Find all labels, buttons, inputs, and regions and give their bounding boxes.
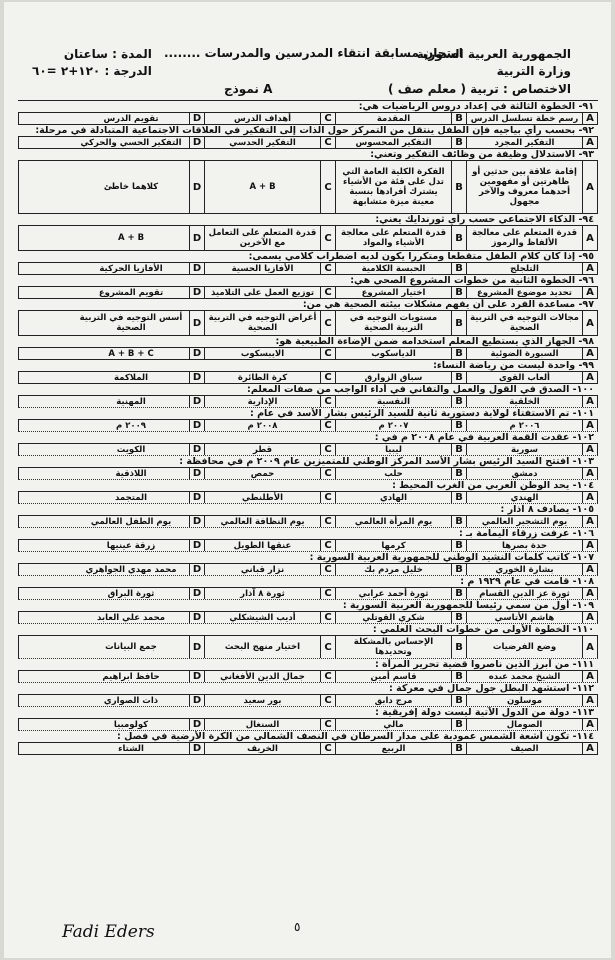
options-row xyxy=(18,491,598,503)
option-letter: A xyxy=(582,444,597,455)
option-letter: A xyxy=(582,743,597,754)
option-letter: C xyxy=(320,226,335,250)
option-text: التفكير الحسي والحركي xyxy=(80,137,182,148)
option-letter: A xyxy=(582,263,597,274)
option-text: A + B xyxy=(117,233,145,243)
option-letter: A xyxy=(582,226,597,250)
options-row xyxy=(18,136,598,148)
exam-title: امتحان مسابقة انتقاء المدرسين والمدرسات ........ xyxy=(164,46,463,60)
option-letter: C xyxy=(320,263,335,274)
option-letter: A xyxy=(582,540,597,551)
question-text: ١١٠- الخطوة الأولى من خطوات البحث العلمي : xyxy=(18,623,598,635)
option-text: سباق الزوارق xyxy=(335,372,451,383)
option-letter: A xyxy=(582,287,597,298)
option-letter: C xyxy=(320,287,335,298)
options-row xyxy=(18,467,598,479)
option-text: مجالات التوجيه في التربية الصحية xyxy=(466,311,582,335)
option-letter: B xyxy=(451,492,466,503)
option-text: ٢٠٠٧ م xyxy=(335,420,451,431)
country-name: الجمهورية العربية السورية xyxy=(416,47,571,61)
option-letter: A xyxy=(582,311,597,335)
option-text: حمص xyxy=(204,468,320,479)
option-letter: B xyxy=(451,311,466,335)
options-row xyxy=(18,160,598,213)
options-row xyxy=(18,310,598,335)
option-letter: B xyxy=(451,636,466,658)
option-letter: A xyxy=(582,420,597,431)
option-text: قدرة المتعلم على معالجة الألفاظ والرموز xyxy=(466,226,582,250)
option-text: الفكرة الكلية العامة التي تدل على فئة من الأشياء يشترك أفرادها بنسبة معينة ميزة متشابهة xyxy=(335,161,451,213)
option-letter: B xyxy=(451,516,466,527)
option-letter: B xyxy=(451,263,466,274)
option-text: المتجمد xyxy=(115,492,148,503)
option-text: يوم النظافة العالمي xyxy=(204,516,320,527)
option-text: دمشق xyxy=(466,468,582,479)
option-letter: D xyxy=(189,226,204,250)
question-text: ١١٢- استشهد البطل جول جمال في معركة : xyxy=(18,682,598,694)
option-letter: C xyxy=(320,743,335,754)
option-letter: D xyxy=(189,161,204,213)
options-row xyxy=(18,443,598,455)
option-letter: D xyxy=(189,263,204,274)
option-letter: C xyxy=(320,540,335,551)
option-letter: D xyxy=(189,396,204,407)
option-text: عنقها الطويل xyxy=(204,540,320,551)
options-row xyxy=(18,635,598,658)
option-text: يوم المرأة العالمي xyxy=(335,516,451,527)
option-text: كرمها xyxy=(335,540,451,551)
option-text: ٢٠٠٩ م xyxy=(116,420,146,431)
option-text: A + B + C xyxy=(108,348,154,359)
ministry-name: وزارة التربية xyxy=(496,64,571,78)
option-letter: C xyxy=(320,444,335,455)
option-letter: D xyxy=(189,348,204,359)
option-letter: B xyxy=(451,113,466,124)
option-letter: C xyxy=(320,396,335,407)
options-row xyxy=(18,539,598,551)
option-text: ثورة البراق xyxy=(107,588,155,599)
option-text: المهنية xyxy=(116,396,146,407)
signature: Fadi Eders xyxy=(62,922,155,942)
option-text: أهداف الدرس xyxy=(204,113,320,124)
option-letter: D xyxy=(189,540,204,551)
option-text: محمد مهدي الجواهري xyxy=(85,564,177,575)
option-text: ثورة ٨ آذار xyxy=(204,588,320,599)
option-letter: C xyxy=(320,588,335,599)
option-text: محمد علي العابد xyxy=(97,612,165,623)
option-text: زرقة عينيها xyxy=(106,540,156,551)
option-letter: A xyxy=(582,671,597,682)
option-text: جمع البيانات xyxy=(105,642,157,652)
option-text: تقويم المشروع xyxy=(98,287,164,298)
options-row xyxy=(18,371,598,383)
question-text: ١٠١- تم الاستفتاء لولاية دستورية ثانية للسيد الرئيس بشار الأسد في عام : xyxy=(18,407,598,419)
question-text: ٩١- الخطوة الثالثة في إعداد دروس الرياضيات هي: xyxy=(18,100,598,112)
options-row xyxy=(18,742,598,755)
option-letter: C xyxy=(320,695,335,706)
option-text: حدة بصرها xyxy=(466,540,582,551)
header-left xyxy=(32,46,152,80)
option-text: النفسية xyxy=(335,396,451,407)
option-text: التفكير المجرد xyxy=(466,137,582,148)
option-letter: C xyxy=(320,492,335,503)
exam-model: نموذج A xyxy=(224,82,273,96)
question-text: ١٠٩- أول من سمي رئيساً للجمهورية العربية السورية : xyxy=(18,599,598,611)
option-text: خليل مردم بك xyxy=(335,564,451,575)
option-letter: A xyxy=(582,113,597,124)
options-row xyxy=(18,347,598,359)
option-text: كلاهما خاطئ xyxy=(103,182,159,192)
option-letter: C xyxy=(320,311,335,335)
option-text: الصومال xyxy=(466,719,582,730)
option-text: ثورة عز الدين القسام xyxy=(466,588,582,599)
option-text: ليبيا xyxy=(335,444,451,455)
option-text: الملاكمة xyxy=(113,372,149,383)
option-letter: B xyxy=(451,671,466,682)
option-letter: A xyxy=(582,372,597,383)
option-letter: A xyxy=(582,161,597,213)
option-text: يوم الطفل العالمي xyxy=(90,516,172,527)
option-text: كرة الطائرة xyxy=(204,372,320,383)
option-text: قدرة المتعلم على معالجة الأشياء والمواد xyxy=(335,226,451,250)
option-text: الأطلنطي xyxy=(204,492,320,503)
question-text: ٩٨- الجهاز الذي يستطيع المعلم استخدامه ضمن الإضاءة الطبيعية هو: xyxy=(18,335,598,347)
option-text: الأفازيا الحسية xyxy=(204,263,320,274)
option-text: هاشم الأتاسي xyxy=(466,612,582,623)
option-letter: A xyxy=(582,588,597,599)
question-text: ١٠٠- الصدق في القول والعمل والتفاني في أداء الواجب من صفات المعلم: xyxy=(18,383,598,395)
option-letter: C xyxy=(320,420,335,431)
option-letter: A xyxy=(582,612,597,623)
option-letter: A xyxy=(582,348,597,359)
option-letter: C xyxy=(320,348,335,359)
option-text: توزيع العمل على التلاميذ xyxy=(204,287,320,298)
options-row xyxy=(18,515,598,527)
question-text: ١١٤- تكون أشعة الشمس عمودية على مدار السرطان في النصف الشمالي من الكرة الأرضية في فصل : xyxy=(18,730,598,742)
option-letter: D xyxy=(189,743,204,754)
option-letter: B xyxy=(451,348,466,359)
option-text: حافظ ابراهيم xyxy=(102,671,160,682)
option-letter: D xyxy=(189,719,204,730)
option-letter: A xyxy=(582,564,597,575)
option-letter: A xyxy=(582,636,597,658)
option-text: رسم خطة تسلسل الدرس xyxy=(466,113,582,124)
options-row xyxy=(18,611,598,623)
option-text: الخلقية xyxy=(466,396,582,407)
option-letter: D xyxy=(189,492,204,503)
question-text: ٩٦- الخطوة الثانية من خطوات المشروع الصحي هي: xyxy=(18,274,598,286)
question-text: ٩٤- الذكاء الاجتماعي حسب رأي ثورندايك يعني: xyxy=(18,213,598,225)
question-text: ١٠٢- عقدت القمة العربية في عام ٢٠٠٨ م في : xyxy=(18,431,598,443)
option-text: الأفازيا الحركية xyxy=(99,263,163,274)
option-text: تحديد موضوع المشروع xyxy=(466,287,582,298)
option-letter: D xyxy=(189,588,204,599)
option-letter: B xyxy=(451,695,466,706)
option-letter: A xyxy=(582,516,597,527)
option-letter: D xyxy=(189,468,204,479)
option-text: التلجلج xyxy=(466,263,582,274)
option-letter: A xyxy=(582,492,597,503)
option-text: يوم التشجير العالمي xyxy=(466,516,582,527)
option-letter: B xyxy=(451,588,466,599)
question-text: ١٠٨- قامت في عام ١٩٢٩ م : xyxy=(18,575,598,587)
option-letter: B xyxy=(451,540,466,551)
exam-grade: الدرجة : ١٢٠+٢ =٦٠ xyxy=(32,64,152,78)
option-letter: A xyxy=(582,396,597,407)
question-text: ٩٩- واحدة ليست من رياضة النساء: xyxy=(18,359,598,371)
question-text: ٩٥- إذا كان كلام الطفل متقطعا ومتكررا يكون لديه اضطراب كلامي يسمى: xyxy=(18,250,598,262)
option-letter: B xyxy=(451,161,466,213)
option-text: اختيار المشروع xyxy=(335,287,451,298)
option-text: الشيخ محمد عبده xyxy=(466,671,582,682)
option-letter: D xyxy=(189,444,204,455)
question-text: ٩٣- الاستدلال وظيفة من وظائف التفكير وتعني: xyxy=(18,148,598,160)
option-text: الهندي xyxy=(466,492,582,503)
options-row xyxy=(18,419,598,431)
option-text: الهادي xyxy=(335,492,451,503)
option-text: مرج دابق xyxy=(335,695,451,706)
option-text: كولومبيا xyxy=(113,719,149,730)
options-row xyxy=(18,694,598,706)
option-letter: C xyxy=(320,113,335,124)
option-letter: D xyxy=(189,137,204,148)
exam-page xyxy=(4,2,611,958)
option-letter: C xyxy=(320,137,335,148)
options-row xyxy=(18,262,598,274)
option-text: الشتاء xyxy=(118,743,144,754)
option-text: الكويت xyxy=(116,444,146,455)
option-text: موسلون xyxy=(466,695,582,706)
option-text: مالي xyxy=(335,719,451,730)
option-letter: B xyxy=(451,719,466,730)
option-letter: A xyxy=(582,468,597,479)
option-text: الصيف xyxy=(466,743,582,754)
exam-header xyxy=(4,2,611,98)
option-text: ٢٠٠٨ م xyxy=(204,420,320,431)
option-letter: B xyxy=(451,468,466,479)
option-text: التفكير الحدسي xyxy=(204,137,320,148)
option-letter: D xyxy=(189,311,204,335)
option-letter: B xyxy=(451,564,466,575)
option-letter: D xyxy=(189,420,204,431)
option-text: تقويم الدرس xyxy=(103,113,159,124)
option-letter: C xyxy=(320,516,335,527)
option-text: جمال الدين الأفغاني xyxy=(204,671,320,682)
option-text: الإدارية xyxy=(204,396,320,407)
option-letter: D xyxy=(189,671,204,682)
exam-specialty: الاختصاص : تربية ( معلم صف ) xyxy=(388,82,571,96)
option-text: قاسم أمين xyxy=(335,671,451,682)
option-text: قدرة المتعلم على التعامل مع الآخرين xyxy=(204,226,320,250)
option-letter: B xyxy=(451,444,466,455)
option-letter: D xyxy=(189,636,204,658)
option-text: إقامة علاقة بين حدثين أو ظاهرتين أو مفهومين أحدهما معروف والآخر مجهول xyxy=(466,161,582,213)
option-text: قطر xyxy=(204,444,320,455)
option-letter: B xyxy=(451,287,466,298)
option-letter: C xyxy=(320,719,335,730)
option-text: الايبسكوب xyxy=(204,348,320,359)
option-text: وضع الفرضيات xyxy=(466,636,582,658)
option-letter: D xyxy=(189,113,204,124)
option-letter: A xyxy=(582,137,597,148)
option-text: A + B xyxy=(204,161,320,213)
option-text: ثورة أحمد عرابي xyxy=(335,588,451,599)
option-letter: A xyxy=(582,719,597,730)
option-text: اختيار منهج البحث xyxy=(204,636,320,658)
option-letter: B xyxy=(451,420,466,431)
options-row xyxy=(18,587,598,599)
option-text: نزار قباني xyxy=(204,564,320,575)
option-letter: B xyxy=(451,137,466,148)
option-letter: C xyxy=(320,468,335,479)
option-letter: D xyxy=(189,695,204,706)
question-text: ١١١- من أبرز الذين ناصروا قضية تحرير المرأة : xyxy=(18,658,598,670)
option-text: السبورة الضوئية xyxy=(466,348,582,359)
page-number: ٥ xyxy=(294,920,301,934)
question-text: ١٠٣- افتتح السيد الرئيس بشار الأسد المركز الوطني للمتميزين عام ٢٠٠٩ م في محافظة : xyxy=(18,455,598,467)
question-text: ١٠٧- كاتب كلمات النشيد الوطني للجمهورية العربية السورية : xyxy=(18,551,598,563)
option-letter: B xyxy=(451,743,466,754)
option-text: بشارة الخوري xyxy=(466,564,582,575)
option-text: أديب الشيشكلي xyxy=(204,612,320,623)
option-letter: C xyxy=(320,161,335,213)
option-text: ذات الصواري xyxy=(103,695,159,706)
option-text: السنغال xyxy=(204,719,320,730)
option-letter: B xyxy=(451,372,466,383)
option-text: ألعاب القوى xyxy=(466,372,582,383)
option-letter: D xyxy=(189,516,204,527)
options-row xyxy=(18,112,598,124)
option-text: سورية xyxy=(466,444,582,455)
option-letter: C xyxy=(320,636,335,658)
option-letter: D xyxy=(189,612,204,623)
option-text: التفكير المحسوس xyxy=(335,137,451,148)
option-text: المقدمة xyxy=(335,113,451,124)
question-text: ١٠٥- يصادف ٨ آذار : xyxy=(18,503,598,515)
option-text: الخريف xyxy=(204,743,320,754)
option-text: أسس التوجيه في التربية الصحية xyxy=(79,313,183,333)
option-text: شكري القوتلي xyxy=(335,612,451,623)
options-row xyxy=(18,286,598,298)
option-text: أغراض التوجيه في التربية الصحية xyxy=(204,311,320,335)
option-text: بور سعيد xyxy=(204,695,320,706)
option-letter: B xyxy=(451,226,466,250)
options-row xyxy=(18,395,598,407)
question-text: ٩٢- بحسب رأي بياجيه فإن الطفل ينتقل من التمركز حول الذات إلى التفكير في العلاقات الاجتماعية المتبادلة في مرحلة: xyxy=(18,124,598,136)
option-text: الحبسة الكلامية xyxy=(335,263,451,274)
options-row xyxy=(18,718,598,730)
options-row xyxy=(18,670,598,682)
option-letter: D xyxy=(189,287,204,298)
options-row xyxy=(18,563,598,575)
question-text: ٩٧- مساعدة الفرد على أن يفهم مشكلات بيئته الصحية هي من: xyxy=(18,298,598,310)
question-text: ١١٣- دولة من الدول الآتية ليست دولة إفريقية : xyxy=(18,706,598,718)
option-letter: C xyxy=(320,372,335,383)
option-letter: C xyxy=(320,564,335,575)
question-text: ١٠٤- يحد الوطن العربي من الغرب المحيط : xyxy=(18,479,598,491)
option-letter: B xyxy=(451,612,466,623)
option-letter: C xyxy=(320,671,335,682)
option-letter: D xyxy=(189,372,204,383)
option-text: مستويات التوجيه في التربية الصحية xyxy=(335,311,451,335)
exam-duration: المدة : ساعتان xyxy=(63,47,152,61)
options-row xyxy=(18,225,598,250)
option-text: ٢٠٠٦ م xyxy=(466,420,582,431)
option-letter: A xyxy=(582,695,597,706)
option-text: حلب xyxy=(335,468,451,479)
option-letter: C xyxy=(320,612,335,623)
option-text: اللاذقية xyxy=(115,468,147,479)
question-list xyxy=(18,100,598,755)
question-text: ١٠٦- عرفت زرقاء اليمامة بـ : xyxy=(18,527,598,539)
option-text: الدياسكوب xyxy=(335,348,451,359)
option-text: الربيع xyxy=(335,743,451,754)
option-letter: D xyxy=(189,564,204,575)
option-text: الإحساس بالمشكلة وتحديدها xyxy=(335,636,451,658)
option-letter: B xyxy=(451,396,466,407)
